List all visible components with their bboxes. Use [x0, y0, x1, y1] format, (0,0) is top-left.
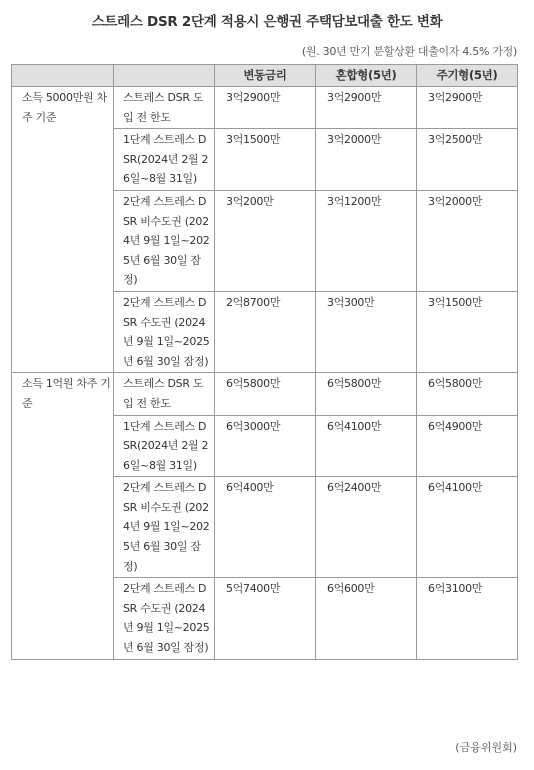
stage-label: 1단계 스트레스 DSR(2024년 2월 26일~8월 31일)	[114, 415, 215, 477]
header-blank-stage	[114, 65, 215, 87]
value-variable: 3억2900만	[215, 87, 316, 129]
value-variable: 2억8700만	[215, 291, 316, 372]
table-row	[12, 87, 518, 129]
value-mixed: 6억600만	[316, 578, 417, 659]
income-group-label: 소득 5000만원 차주 기준	[12, 87, 114, 373]
income-group-label: 소득 1억원 차주 기준	[12, 373, 114, 659]
value-periodic: 3억2900만	[417, 87, 518, 129]
value-periodic: 3억2500만	[417, 129, 518, 191]
value-variable: 3억1500만	[215, 129, 316, 191]
value-mixed: 6억4100만	[316, 415, 417, 477]
value-periodic: 6억4100만	[417, 477, 518, 578]
stage-label: 2단계 스트레스 DSR 비수도권 (2024년 9월 1일~2025년 6월 30일 잠정)	[114, 477, 215, 578]
header-mixed-5y: 혼합형(5년)	[316, 65, 417, 87]
stage-label: 2단계 스트레스 DSR 수도권 (2024년 9월 1일~2025년 6월 30일 잠정)	[114, 578, 215, 659]
loan-limit-table	[11, 64, 518, 660]
value-periodic: 3억2000만	[417, 190, 518, 291]
header-variable-rate: 변동금리	[215, 65, 316, 87]
value-mixed: 3억1200만	[316, 190, 417, 291]
stage-label: 2단계 스트레스 DSR 수도권 (2024년 9월 1일~2025년 6월 30일 잠정)	[114, 291, 215, 372]
header-periodic-5y: 주기형(5년)	[417, 65, 518, 87]
value-variable: 6억400만	[215, 477, 316, 578]
table-row	[12, 373, 518, 415]
value-variable: 6억5800만	[215, 373, 316, 415]
value-periodic: 3억1500만	[417, 291, 518, 372]
value-mixed: 3억2000만	[316, 129, 417, 191]
value-mixed: 3억2900만	[316, 87, 417, 129]
source-credit: (금융위원회)	[455, 741, 517, 754]
header-blank-group	[12, 65, 114, 87]
value-mixed: 6억2400만	[316, 477, 417, 578]
stage-label: 스트레스 DSR 도입 전 한도	[114, 373, 215, 415]
assumption-note: (원. 30년 만기 분할상환 대출이자 4.5% 가정)	[301, 45, 517, 58]
stage-label: 스트레스 DSR 도입 전 한도	[114, 87, 215, 129]
value-periodic: 6억5800만	[417, 373, 518, 415]
value-variable: 6억3000만	[215, 415, 316, 477]
value-mixed: 6억5800만	[316, 373, 417, 415]
value-variable: 5억7400만	[215, 578, 316, 659]
stage-label: 2단계 스트레스 DSR 비수도권 (2024년 9월 1일~2025년 6월 30일 잠정)	[114, 190, 215, 291]
value-periodic: 6억3100만	[417, 578, 518, 659]
table-header-row	[12, 65, 518, 87]
value-mixed: 3억300만	[316, 291, 417, 372]
page-title: 스트레스 DSR 2단계 적용시 은행권 주택담보대출 한도 변화	[91, 14, 443, 30]
stage-label: 1단계 스트레스 DSR(2024년 2월 26일~8월 31일)	[114, 129, 215, 191]
value-periodic: 6억4900만	[417, 415, 518, 477]
value-variable: 3억200만	[215, 190, 316, 291]
